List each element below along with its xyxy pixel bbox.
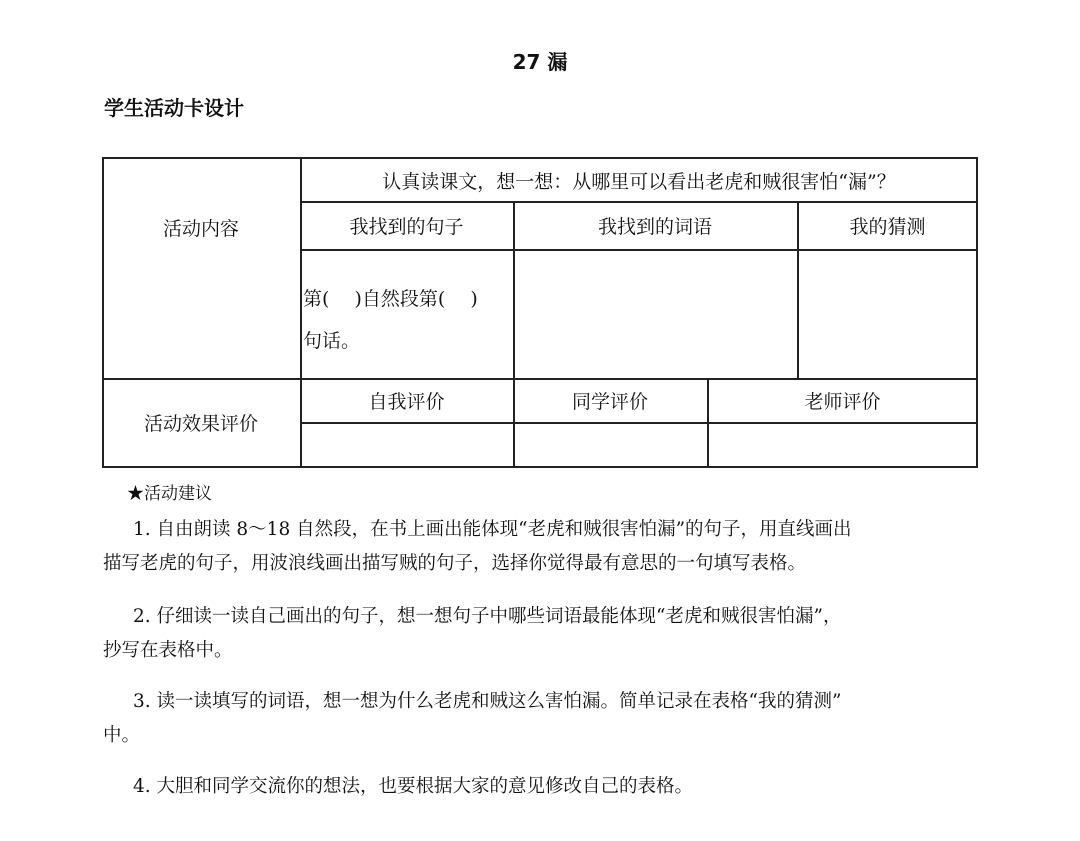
header-sentence: 我找到的句子	[349, 215, 464, 238]
suggestion-item-2	[103, 600, 983, 668]
suggestion-line: 1. 自由朗读 8～18 自然段，在书上画出能体现“老虎和贼很害怕漏”的句子，用直线画出	[133, 519, 852, 540]
section-subtitle: 学生活动卡设计	[104, 96, 244, 120]
question-cell: 认真读课文，想一想：从哪里可以看出老虎和贼很害怕“漏”？	[382, 170, 896, 193]
suggestion-line: 2. 仔细读一读自己画出的句子，想一想句子中哪些词语最能体现“老虎和贼很害怕漏”，	[133, 606, 842, 627]
suggestion-line: 描写老虎的句子，用波浪线画出描写贼的句子，选择你觉得最有意思的一句填写表格。	[103, 553, 807, 574]
header-words: 我找到的词语	[597, 215, 712, 238]
suggestion-line: 中。	[103, 725, 141, 746]
sentence-fill-line2: 句话。	[303, 330, 361, 352]
header-guess: 我的猜测	[849, 215, 926, 238]
eval-peer-header: 同学评价	[571, 390, 648, 413]
suggestions-heading: ★活动建议	[127, 484, 212, 504]
suggestion-item-3	[103, 685, 983, 753]
suggestion-line: 抄写在表格中。	[103, 640, 233, 661]
activity-table	[102, 157, 978, 467]
guess-answer-cell	[797, 249, 978, 378]
suggestion-item-1	[103, 513, 983, 581]
sentence-fill-cell	[303, 278, 513, 378]
sentence-fill-line1: 第( )自然段第( )	[303, 288, 478, 310]
suggestion-line: 4. 大胆和同学交流你的想法，也要根据大家的意见修改自己的表格。	[133, 776, 694, 797]
table-rule	[300, 422, 978, 424]
row-label-eval: 活动效果评价	[143, 413, 258, 435]
page-title: 27 漏	[512, 50, 568, 74]
suggestion-item-4	[103, 770, 983, 804]
eval-teacher-header: 老师评价	[804, 390, 881, 413]
words-answer-cell	[513, 249, 797, 378]
eval-self-header: 自我评价	[368, 390, 445, 413]
row-label-content: 活动内容	[162, 217, 239, 240]
suggestion-line: 3. 读一读填写的词语，想一想为什么老虎和贼这么害怕漏。简单记录在表格“我的猜测”	[133, 691, 842, 712]
